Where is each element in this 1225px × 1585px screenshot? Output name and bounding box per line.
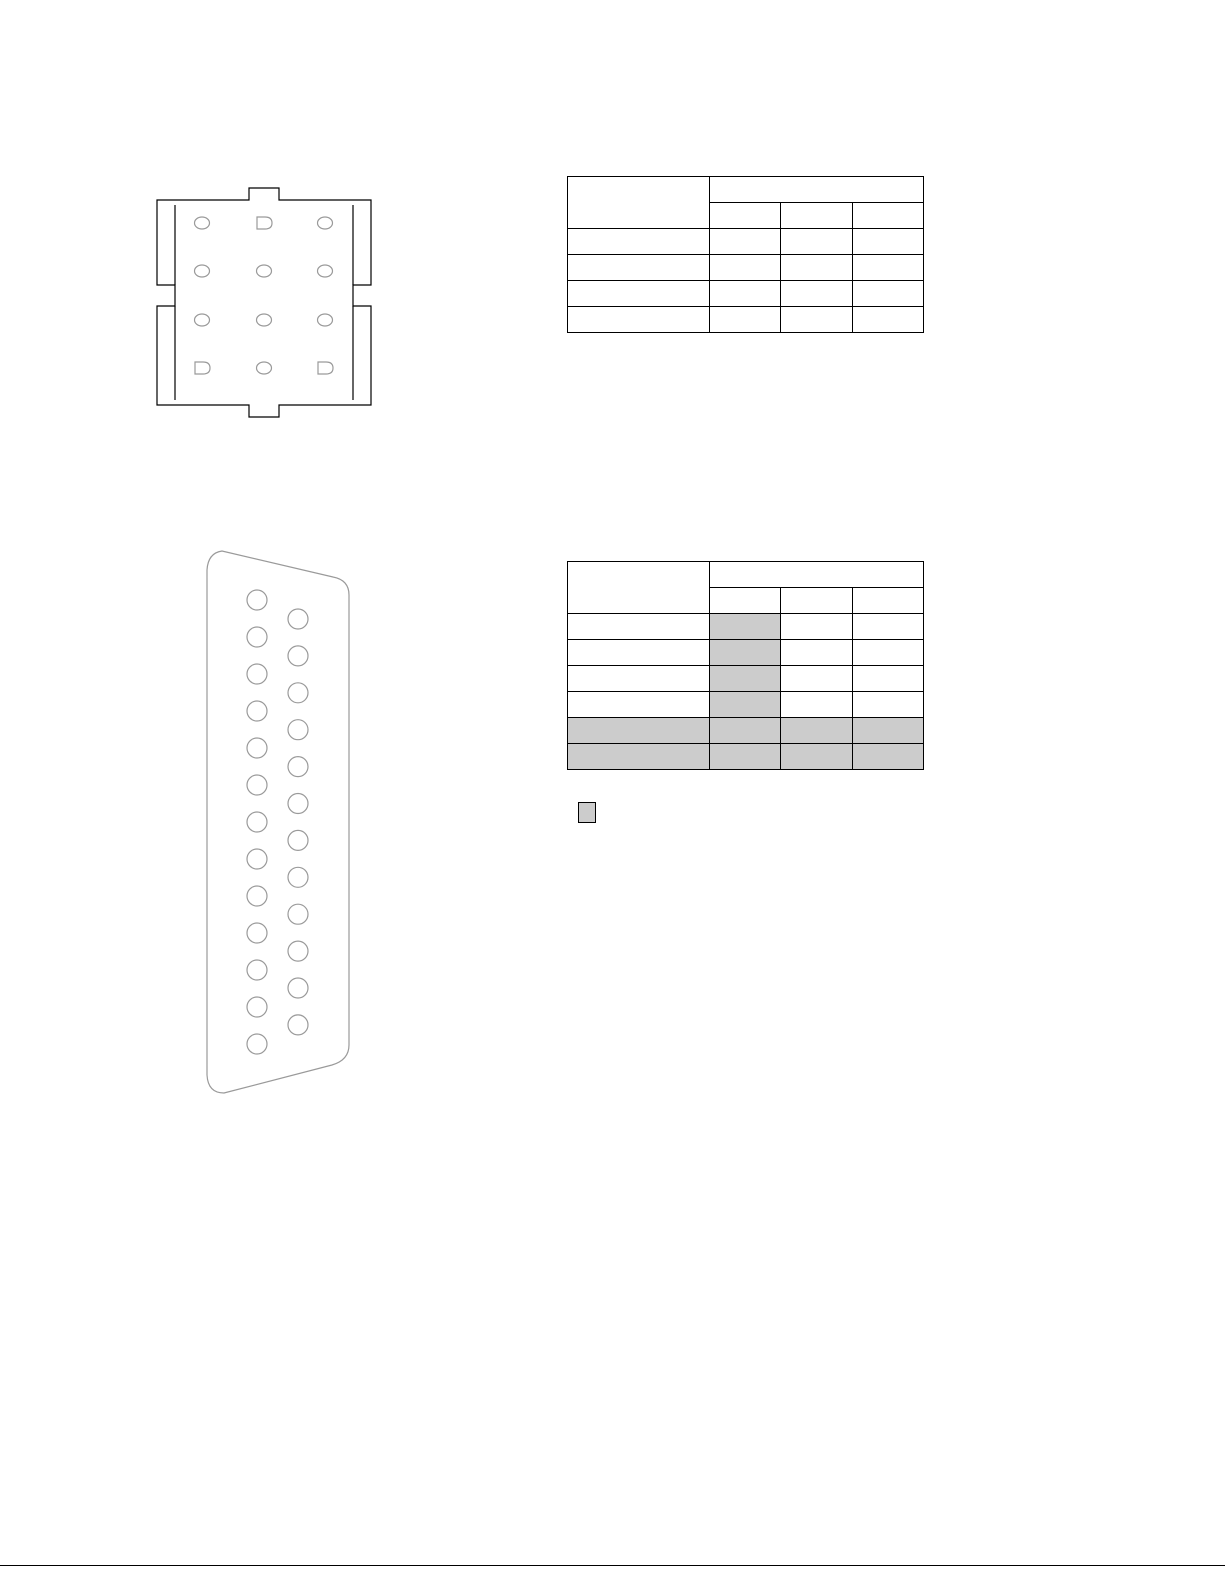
table-cell [568,614,710,640]
table-header-cell [710,562,924,588]
d-shaped-pin [318,362,333,374]
table-cell [568,666,710,692]
table-subheader-cell [853,588,924,614]
table-row [568,692,924,718]
page-footer-rule [0,1565,1225,1566]
table-header-row [568,562,924,588]
table-cell-shaded [853,718,924,744]
db25-pin-row2 [288,867,308,887]
table-row [568,307,924,333]
table-subheader-cell [710,203,781,229]
round-pin [257,314,272,326]
pinout-table-top [567,176,924,333]
db25-pin-row2 [288,794,308,814]
legend-shade-swatch [578,802,596,823]
db25-pin-row1 [247,923,267,943]
table-cell [568,692,710,718]
table-header-cell [568,177,710,229]
table-cell [853,255,924,281]
db25-pin-row1 [247,775,267,795]
table-cell-shaded [568,744,710,770]
table-header-cell [568,562,710,614]
connector-12pin-pins [195,217,334,374]
table-cell-shaded [853,744,924,770]
table-cell [781,281,853,307]
table-cell [568,229,710,255]
table-row-shaded [568,744,924,770]
connector-db25 [207,551,349,1093]
db25-pin-row1 [247,701,267,721]
table-cell [568,255,710,281]
db25-pin-row1 [247,590,267,610]
db25-pin-row1 [247,997,267,1017]
table-cell [781,666,853,692]
table-cell [853,692,924,718]
table-cell-shaded [781,718,853,744]
table-cell-shaded [710,640,781,666]
round-pin [318,265,333,277]
table-row-shaded [568,718,924,744]
table-cell-shaded [710,692,781,718]
db25-pin-row2 [288,683,308,703]
round-pin [318,217,333,229]
round-pin [257,265,272,277]
table-row [568,229,924,255]
table-header-row [568,177,924,203]
table-cell [568,281,710,307]
table-cell [853,229,924,255]
table-subheader-cell [781,203,853,229]
table-cell [781,614,853,640]
table-cell-shaded [710,614,781,640]
table-subheader-cell [710,588,781,614]
table-cell-shaded [568,718,710,744]
db25-pin-row2 [288,757,308,777]
table-cell [568,640,710,666]
db25-pin-row1 [247,849,267,869]
table-cell [710,229,781,255]
table-cell-shaded [781,744,853,770]
pinout-table-top-body [568,177,924,333]
db25-pin-row2 [288,978,308,998]
table-cell-shaded [710,666,781,692]
db25-pin-row1 [247,738,267,758]
table-cell-shaded [710,718,781,744]
table-cell [568,307,710,333]
db25-pin-row2 [288,941,308,961]
round-pin [195,265,210,277]
db25-pin-row1 [247,960,267,980]
table-cell [710,307,781,333]
db25-pin-row1 [247,1034,267,1054]
connector-12pin [157,188,371,417]
table-cell [781,692,853,718]
round-pin [195,314,210,326]
table-cell-shaded [710,744,781,770]
table-subheader-cell [781,588,853,614]
connector-12pin-housing [157,188,371,417]
connector-db25-pins [247,590,308,1054]
table-subheader-cell [853,203,924,229]
round-pin [195,217,210,229]
db25-pin-row2 [288,720,308,740]
pinout-table-bottom [567,561,924,770]
db25-pin-row2 [288,904,308,924]
table-row [568,666,924,692]
round-pin [257,362,272,374]
db25-pin-row2 [288,1015,308,1035]
table-row [568,640,924,666]
connector-12pin-inner-frame [175,205,353,400]
table-cell [710,255,781,281]
table-cell [781,255,853,281]
db25-pin-row1 [247,886,267,906]
table-cell [853,666,924,692]
table-cell [853,281,924,307]
table-cell [781,640,853,666]
table-cell [853,614,924,640]
round-pin [318,314,333,326]
table-row [568,255,924,281]
table-cell [853,307,924,333]
d-shaped-pin [257,217,272,229]
db25-pin-row2 [288,609,308,629]
table-cell [781,229,853,255]
db25-pin-row1 [247,627,267,647]
db25-pin-row2 [288,646,308,666]
pinout-table-bottom-body [568,562,924,770]
db25-pin-row2 [288,830,308,850]
connector-db25-shell [207,551,349,1093]
table-row [568,281,924,307]
d-shaped-pin [195,362,210,374]
table-cell [853,640,924,666]
table-cell [710,281,781,307]
table-header-cell [710,177,924,203]
db25-pin-row1 [247,664,267,684]
db25-pin-row1 [247,812,267,832]
table-cell [781,307,853,333]
table-row [568,614,924,640]
